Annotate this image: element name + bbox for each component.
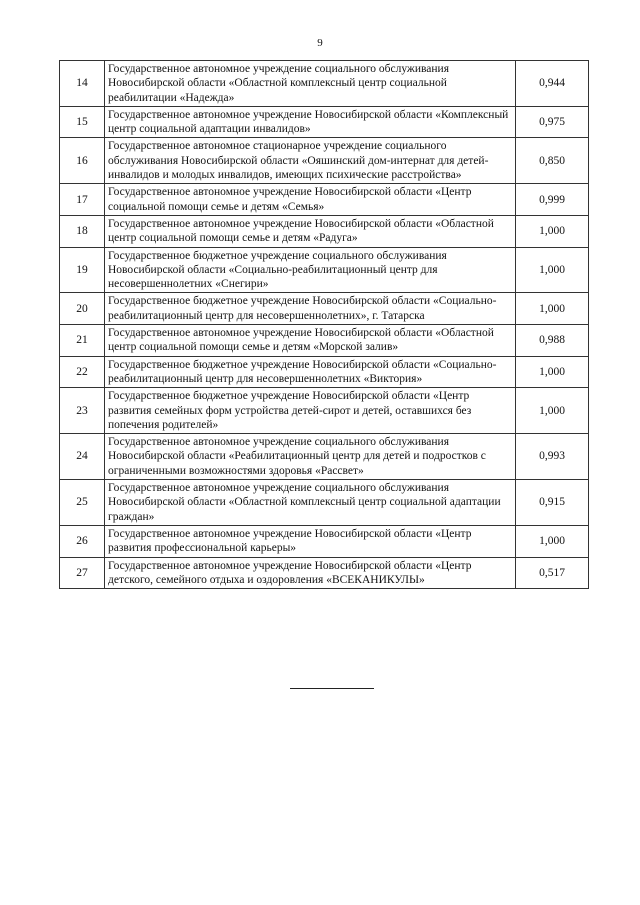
table-row — [60, 325, 589, 357]
coefficient-value: 0,517 — [516, 557, 589, 589]
institution-name: Государственное бюджетное учреждение Новосибирской области «Центр развития семейных форм устройства детей-сирот и детей, оставшихся без попечения родителей» — [105, 388, 516, 434]
table-row — [60, 247, 589, 293]
table-row — [60, 480, 589, 526]
table-row — [60, 388, 589, 434]
row-number: 14 — [60, 61, 105, 107]
row-number: 22 — [60, 356, 105, 388]
row-number: 27 — [60, 557, 105, 589]
institutions-table — [59, 60, 589, 589]
table-row — [60, 215, 589, 247]
coefficient-value: 1,000 — [516, 525, 589, 557]
table-body — [60, 61, 589, 589]
coefficient-value: 0,944 — [516, 61, 589, 107]
institution-name: Государственное бюджетное учреждение Новосибирской области «Социально-реабилитационный центр для несовершеннолетних «Виктория» — [105, 356, 516, 388]
institution-name: Государственное автономное учреждение Новосибирской области «Центр развития профессиональной карьеры» — [105, 525, 516, 557]
coefficient-value: 0,850 — [516, 138, 589, 184]
institution-name: Государственное автономное учреждение социального обслуживания Новосибирской области «Реабилитационный центр для детей и подростков с ограниченными возможностями здоровья «Рассвет» — [105, 434, 516, 480]
row-number: 15 — [60, 106, 105, 138]
table-row — [60, 293, 589, 325]
table-row — [60, 138, 589, 184]
table-row — [60, 184, 589, 216]
row-number: 18 — [60, 215, 105, 247]
coefficient-value: 1,000 — [516, 356, 589, 388]
coefficient-value: 1,000 — [516, 247, 589, 293]
row-number: 24 — [60, 434, 105, 480]
coefficient-value: 0,975 — [516, 106, 589, 138]
end-rule — [290, 688, 374, 689]
institution-name: Государственное автономное учреждение Новосибирской области «Комплексный центр социальной адаптации инвалидов» — [105, 106, 516, 138]
institution-name: Государственное автономное стационарное учреждение социального обслуживания Новосибирской области «Ояшинский дом-интернат для детей-инвалидов и молодых инвалидов, имеющих психические расстройства» — [105, 138, 516, 184]
row-number: 25 — [60, 480, 105, 526]
table-row — [60, 61, 589, 107]
table-row — [60, 557, 589, 589]
row-number: 20 — [60, 293, 105, 325]
coefficient-value: 1,000 — [516, 215, 589, 247]
coefficient-value: 1,000 — [516, 293, 589, 325]
institution-name: Государственное автономное учреждение Новосибирской области «Областной центр социальной помощи семье и детям «Морской залив» — [105, 325, 516, 357]
page-number: 9 — [317, 37, 323, 49]
institution-name: Государственное автономное учреждение Новосибирской области «Областной центр социальной помощи семье и детям «Радуга» — [105, 215, 516, 247]
row-number: 17 — [60, 184, 105, 216]
institution-name: Государственное бюджетное учреждение социального обслуживания Новосибирской области «Социально-реабилитационный центр для несовершеннолетних «Снегири» — [105, 247, 516, 293]
row-number: 23 — [60, 388, 105, 434]
table-row — [60, 106, 589, 138]
institution-name: Государственное автономное учреждение социального обслуживания Новосибирской области «Областной комплексный центр социальной реабилитации «Надежда» — [105, 61, 516, 107]
coefficient-value: 0,988 — [516, 325, 589, 357]
institution-name: Государственное бюджетное учреждение Новосибирской области «Социально-реабилитационный центр для несовершеннолетних», г. Татарска — [105, 293, 516, 325]
institution-name: Государственное автономное учреждение Новосибирской области «Центр социальной помощи семье и детям «Семья» — [105, 184, 516, 216]
coefficient-value: 0,999 — [516, 184, 589, 216]
institution-name: Государственное автономное учреждение Новосибирской области «Центр детского, семейного отдыха и оздоровления «ВСЕКАНИКУЛЫ» — [105, 557, 516, 589]
row-number: 16 — [60, 138, 105, 184]
row-number: 19 — [60, 247, 105, 293]
table-row — [60, 356, 589, 388]
coefficient-value: 1,000 — [516, 388, 589, 434]
row-number: 26 — [60, 525, 105, 557]
institution-name: Государственное автономное учреждение социального обслуживания Новосибирской области «Областной комплексный центр социальной адаптации граждан» — [105, 480, 516, 526]
row-number: 21 — [60, 325, 105, 357]
table-row — [60, 525, 589, 557]
coefficient-value: 0,915 — [516, 480, 589, 526]
table-row — [60, 434, 589, 480]
coefficient-value: 0,993 — [516, 434, 589, 480]
